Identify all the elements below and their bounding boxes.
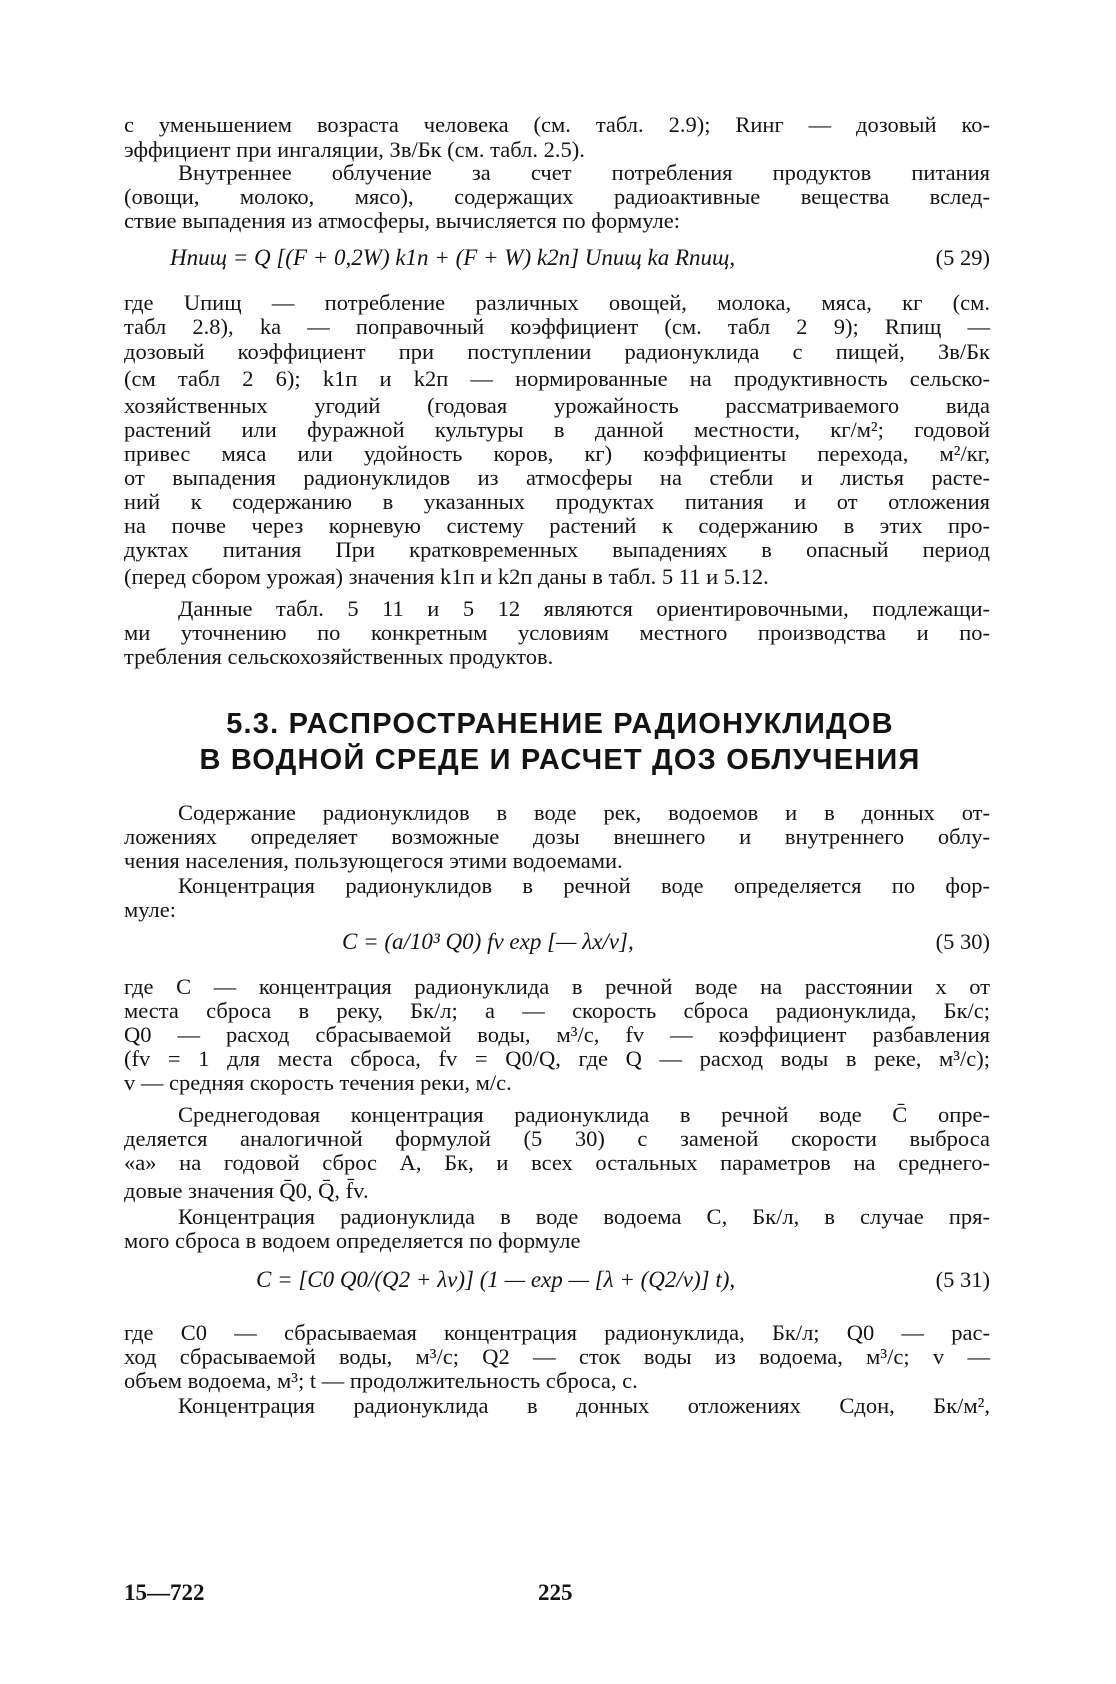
text-line: растений или фуражной культуры в данной местности, кг/м²; годовой	[124, 417, 990, 442]
text-line: ход сбрасываемой воды, м³/с; Q2 — сток воды из водоема, м³/с; v —	[124, 1344, 990, 1369]
text-line: Концентрация радионуклидов в речной воде определяется по фор-	[178, 873, 990, 898]
text-line: хозяйственных угодий (годовая урожайность рассматриваемого вида	[124, 393, 990, 418]
text-line: Внутреннее облучение за счет потребления продуктов питания	[178, 160, 990, 185]
text-line: Концентрация радионуклида в воде водоема C, Бк/л, в случае пря-	[178, 1204, 990, 1229]
text-line: Содержание радионуклидов в воде рек, водоемов и в донных от-	[178, 800, 990, 825]
text-line: на почве через корневую систему растений к содержанию в этих про-	[124, 513, 990, 538]
text-line: где C0 — сбрасываемая концентрация радионуклида, Бк/л; Q0 — рас-	[124, 1320, 990, 1345]
text-line: места сброса в реку, Бк/л; a — скорость сброса радионуклида, Бк/с;	[124, 998, 990, 1023]
section-heading: 5.3. РАСПРОСТРАНЕНИЕ РАДИОНУКЛИДОВ	[226, 708, 894, 740]
formula-5-31: C = [C0 Q0/(Q2 + λv)] (1 — exp — [λ + (Q2/v)] t),	[256, 1267, 736, 1292]
text-line: чения населения, пользующегося этими водоемами.	[124, 848, 623, 873]
text-line: дозовый коэффициент при поступлении радионуклида с пищей, Зв/Бк	[124, 339, 990, 364]
text-line: ми уточнению по конкретным условиям местного производства и по-	[124, 620, 990, 645]
text-line: где Uпищ — потребление различных овощей, молока, мяса, кг (см.	[124, 290, 990, 315]
formula-5-29: Hпищ = Q [(F + 0,2W) k1п + (F + W) k2п] Uпищ ka Rпищ,	[170, 245, 736, 270]
printer-signature: 15—722	[124, 1580, 205, 1605]
text-line: табл 2.8), ka — поправочный коэффициент (см. табл 2 9); Rпищ —	[124, 314, 990, 339]
text-line: Q0 — расход сбрасываемой воды, м³/с, fv — коэффициент разбавления	[124, 1022, 990, 1047]
text-line: v — средняя скорость течения реки, м/с.	[124, 1070, 512, 1095]
text-line: деляется аналогичной формулой (5 30) с заменой скорости выброса	[124, 1126, 990, 1151]
text-line: ложениях определяет возможные дозы внешнего и внутреннего облу-	[124, 824, 990, 849]
text-line: (fv = 1 для места сброса, fv = Q0/Q, где Q — расход воды в реке, м³/с);	[124, 1046, 990, 1071]
equation-number: (5 30)	[935, 929, 990, 954]
text-line: (перед сбором урожая) значения k1п и k2п даны в табл. 5 11 и 5.12.	[124, 564, 769, 589]
text-line: мого сброса в водоем определяется по формуле	[124, 1228, 581, 1253]
text-line: муле:	[124, 897, 176, 922]
text-line: «a» на годовой сброс A, Бк, и всех остальных параметров на среднего-	[124, 1150, 990, 1175]
text-line: дуктах питания При кратковременных выпадениях в опасный период	[124, 537, 990, 562]
equation-number: (5 31)	[935, 1267, 990, 1292]
text-line: где C — концентрация радионуклида в речной воде на расстоянии x от	[124, 974, 990, 999]
text-line: (см табл 2 6); k1п и k2п — нормированные на продуктивность сельско-	[124, 366, 990, 391]
text-line: с уменьшением возраста человека (см. табл. 2.9); Rинг — дозовый ко-	[124, 112, 990, 137]
text-line: довые значения Q̄0, Q̄, f̄v.	[124, 1178, 369, 1203]
text-line: ний к содержанию в указанных продуктах питания и от отложения	[124, 489, 990, 514]
formula-5-30: C = (a/10³ Q0) fv exp [— λx/v],	[342, 929, 634, 954]
text-line: ствие выпадения из атмосферы, вычисляется по формуле:	[124, 208, 680, 233]
page-number: 225	[538, 1580, 573, 1605]
text-line: требления сельскохозяйственных продуктов.	[124, 644, 554, 669]
text-line: (овощи, молоко, мясо), содержащих радиоактивные вещества вслед-	[124, 184, 990, 209]
text-line: от выпадения радионуклидов из атмосферы на стебли и листья расте-	[124, 465, 990, 490]
text-line: Концентрация радионуклида в донных отложениях Cдон, Бк/м²,	[178, 1393, 990, 1418]
text-line: объем водоема, м³; t — продолжительность сброса, с.	[124, 1368, 638, 1393]
text-line: Среднегодовая концентрация радионуклида в речной воде C̄ опре-	[178, 1102, 990, 1127]
equation-number: (5 29)	[935, 245, 990, 270]
text-line: привес мяса или удойность коров, кг) коэффициенты перехода, м²/кг,	[124, 441, 990, 466]
text-line: эффициент при ингаляции, Зв/Бк (см. табл. 2.5).	[124, 137, 585, 162]
text-line: Данные табл. 5 11 и 5 12 являются ориентировочными, подлежащи-	[178, 596, 990, 621]
section-heading: В ВОДНОЙ СРЕДЕ И РАСЧЕТ ДОЗ ОБЛУЧЕНИЯ	[199, 744, 921, 776]
